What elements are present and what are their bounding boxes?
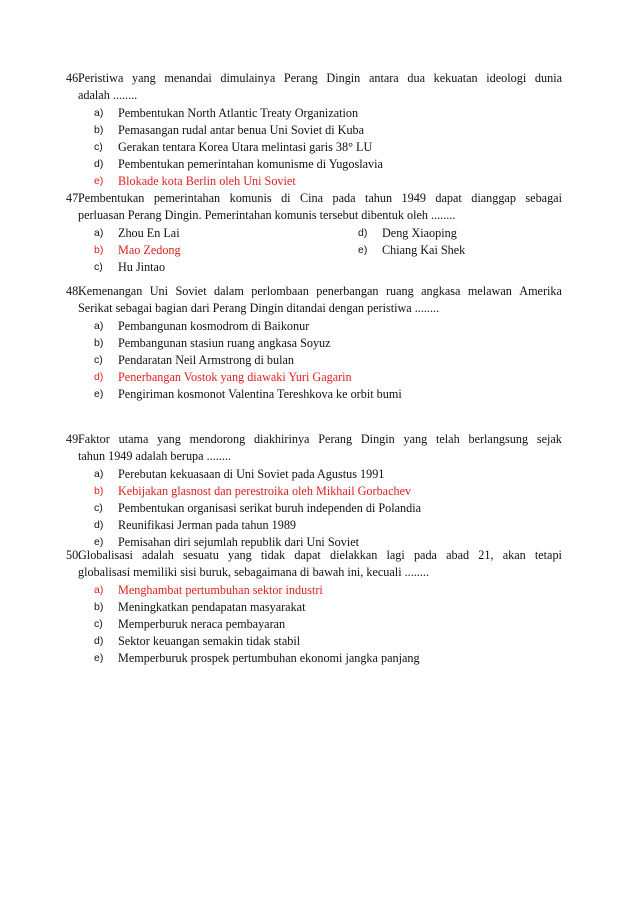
question-word: Amerika	[519, 284, 562, 298]
question-text-line-2: adalah ........	[78, 88, 138, 102]
question-number: 47.	[66, 191, 82, 205]
question-text-line-2: perluasan Perang Dingin. Pemerintahan komunis tersebut dibentuk oleh ........	[78, 208, 456, 222]
option-b[interactable]: b) Pemasangan rudal antar benua Uni Soviet di Kuba	[94, 123, 365, 137]
option-c[interactable]: c) Pembentukan organisasi serikat buruh independen di Polandia	[94, 501, 422, 515]
option-a[interactable]: a) Pembentukan North Atlantic Treaty Organization	[94, 106, 359, 120]
question-word: dielakkan	[329, 548, 378, 562]
question-word: dianggap	[471, 191, 516, 205]
question-word: sesuatu	[182, 548, 219, 562]
option-c[interactable]: c) Gerakan tentara Korea Utara melintasi garis 38° LU	[94, 140, 373, 154]
question-word: tahun	[365, 191, 393, 205]
question-word: tidak	[260, 548, 286, 562]
question-word: penerbangan	[316, 284, 379, 298]
option-a[interactable]: a) Zhou En Lai	[94, 226, 180, 240]
question-word: lagi	[386, 548, 405, 562]
question-50	[66, 547, 562, 667]
question-word: kekuatan	[433, 71, 478, 85]
question-text-line-2: Serikat sebagai bagian dari Perang Dingin ditandai dengan peristiwa ........	[78, 301, 440, 315]
question-word: yang	[403, 432, 428, 446]
question-word: Faktor	[78, 432, 110, 446]
question-48	[66, 283, 562, 403]
question-word: Pembentukan	[78, 191, 145, 205]
question-text-line-2: globalisasi memiliki sisi buruk, sebagaimana di bawah ini, kecuali ........	[78, 565, 429, 579]
question-word: yang	[228, 548, 252, 562]
question-number: 46.	[66, 71, 82, 85]
question-word: pemerintahan	[153, 191, 221, 205]
question-word: Uni	[149, 284, 169, 298]
option-e[interactable]: e) Pengiriman kosmonot Valentina Tereshkova ke orbit bumi	[94, 387, 402, 401]
question-word: akan	[502, 548, 526, 562]
question-word: komunis	[229, 191, 272, 205]
question-word: utama	[118, 432, 149, 446]
question-word: pada	[332, 191, 356, 205]
question-text-line-1	[78, 547, 562, 564]
option-b-correct[interactable]: b) Kebijakan glasnost dan perestroika oleh Mikhail Gorbachev	[94, 484, 412, 498]
question-word: yang	[132, 71, 156, 85]
option-d[interactable]: d) Pembentukan pemerintahan komunisme di Yugoslavia	[94, 157, 383, 171]
option-list	[78, 225, 562, 276]
question-word: antara	[368, 71, 399, 85]
question-word: melawan	[467, 284, 512, 298]
option-list	[78, 582, 562, 667]
question-word: Perang	[318, 432, 353, 446]
question-text-line-2: tahun 1949 adalah berupa ........	[78, 449, 231, 463]
option-d[interactable]: d) Sektor keuangan semakin tidak stabil	[94, 634, 301, 648]
question-number: 50.	[66, 548, 82, 562]
question-word: Globalisasi	[78, 548, 133, 562]
question-word: diakhirinya	[253, 432, 310, 446]
question-word: Soviet	[175, 284, 207, 298]
option-a[interactable]: a) Pembangunan kosmodrom di Baikonur	[94, 319, 310, 333]
option-e[interactable]: e) Memperburuk prospek pertumbuhan ekonomi jangka panjang	[94, 651, 420, 665]
question-word: yang	[157, 432, 181, 446]
question-word: sejak	[536, 432, 562, 446]
question-word: mendorong	[189, 432, 246, 446]
question-word: pada	[413, 548, 437, 562]
question-word: angkasa	[421, 284, 461, 298]
question-word: Perang	[283, 71, 318, 85]
option-e-correct[interactable]: e) Blokade kota Berlin oleh Uni Soviet	[94, 174, 296, 188]
option-e[interactable]: e) Chiang Kai Shek	[358, 243, 466, 257]
question-word: ruang	[385, 284, 414, 298]
option-b[interactable]: b) Meningkatkan pendapatan masyarakat	[94, 600, 306, 614]
question-word: dimulainya	[220, 71, 276, 85]
option-c[interactable]: c) Hu Jintao	[94, 260, 166, 274]
question-word: ideologi	[486, 71, 527, 85]
question-word: berlangsung	[468, 432, 529, 446]
question-word: dua	[407, 71, 425, 85]
question-word: abad	[446, 548, 470, 562]
option-a[interactable]: a) Perebutan kekuasaan di Uni Soviet pada Agustus 1991	[94, 467, 385, 481]
option-d[interactable]: d) Deng Xiaoping	[358, 226, 457, 240]
question-word: dapat	[435, 191, 462, 205]
question-word: adalah	[142, 548, 174, 562]
option-list	[78, 318, 562, 403]
question-word: Dingin	[360, 432, 395, 446]
question-word: di	[281, 191, 291, 205]
question-word: 1949	[401, 191, 426, 205]
option-column-right	[358, 225, 558, 276]
question-text-line-1	[78, 431, 562, 448]
option-b[interactable]: b) Pembangunan stasiun ruang angkasa Soyuz	[94, 336, 331, 350]
question-number: 49.	[66, 432, 82, 446]
option-column-left	[78, 225, 358, 276]
question-word: telah	[436, 432, 460, 446]
question-number: 48.	[66, 284, 82, 298]
question-word: menandai	[164, 71, 212, 85]
option-d[interactable]: d) Reunifikasi Jerman pada tahun 1989	[94, 518, 297, 532]
option-b-correct[interactable]: b) Mao Zedong	[94, 243, 181, 257]
question-word: dapat	[294, 548, 321, 562]
option-a-correct[interactable]: a) Menghambat pertumbuhan sektor industri	[94, 583, 323, 597]
option-list	[78, 466, 562, 551]
question-word: sebagai	[525, 191, 562, 205]
question-word: 21,	[478, 548, 494, 562]
question-49	[66, 431, 562, 551]
question-text-line-1	[78, 283, 562, 300]
question-word: Dingin	[326, 71, 361, 85]
question-word: Peristiwa	[78, 71, 124, 85]
question-word: perlombaan	[251, 284, 309, 298]
question-word: tetapi	[534, 548, 562, 562]
question-text-line-1	[78, 70, 562, 87]
question-text-line-1	[78, 190, 562, 207]
option-e[interactable]: e) Pemisahan diri sejumlah republik dari Uni Soviet	[94, 535, 360, 549]
question-word: dunia	[534, 71, 562, 85]
question-47	[66, 190, 562, 276]
option-c[interactable]: c) Memperburuk neraca pembayaran	[94, 617, 286, 631]
question-word: dalam	[214, 284, 244, 298]
question-word: Cina	[300, 191, 324, 205]
question-46	[66, 70, 562, 190]
option-c[interactable]: c) Pendaratan Neil Armstrong di bulan	[94, 353, 295, 367]
option-d-correct[interactable]: d) Penerbangan Vostok yang diawaki Yuri Gagarin	[94, 370, 352, 384]
option-list	[78, 105, 562, 190]
question-word: Kemenangan	[78, 284, 143, 298]
